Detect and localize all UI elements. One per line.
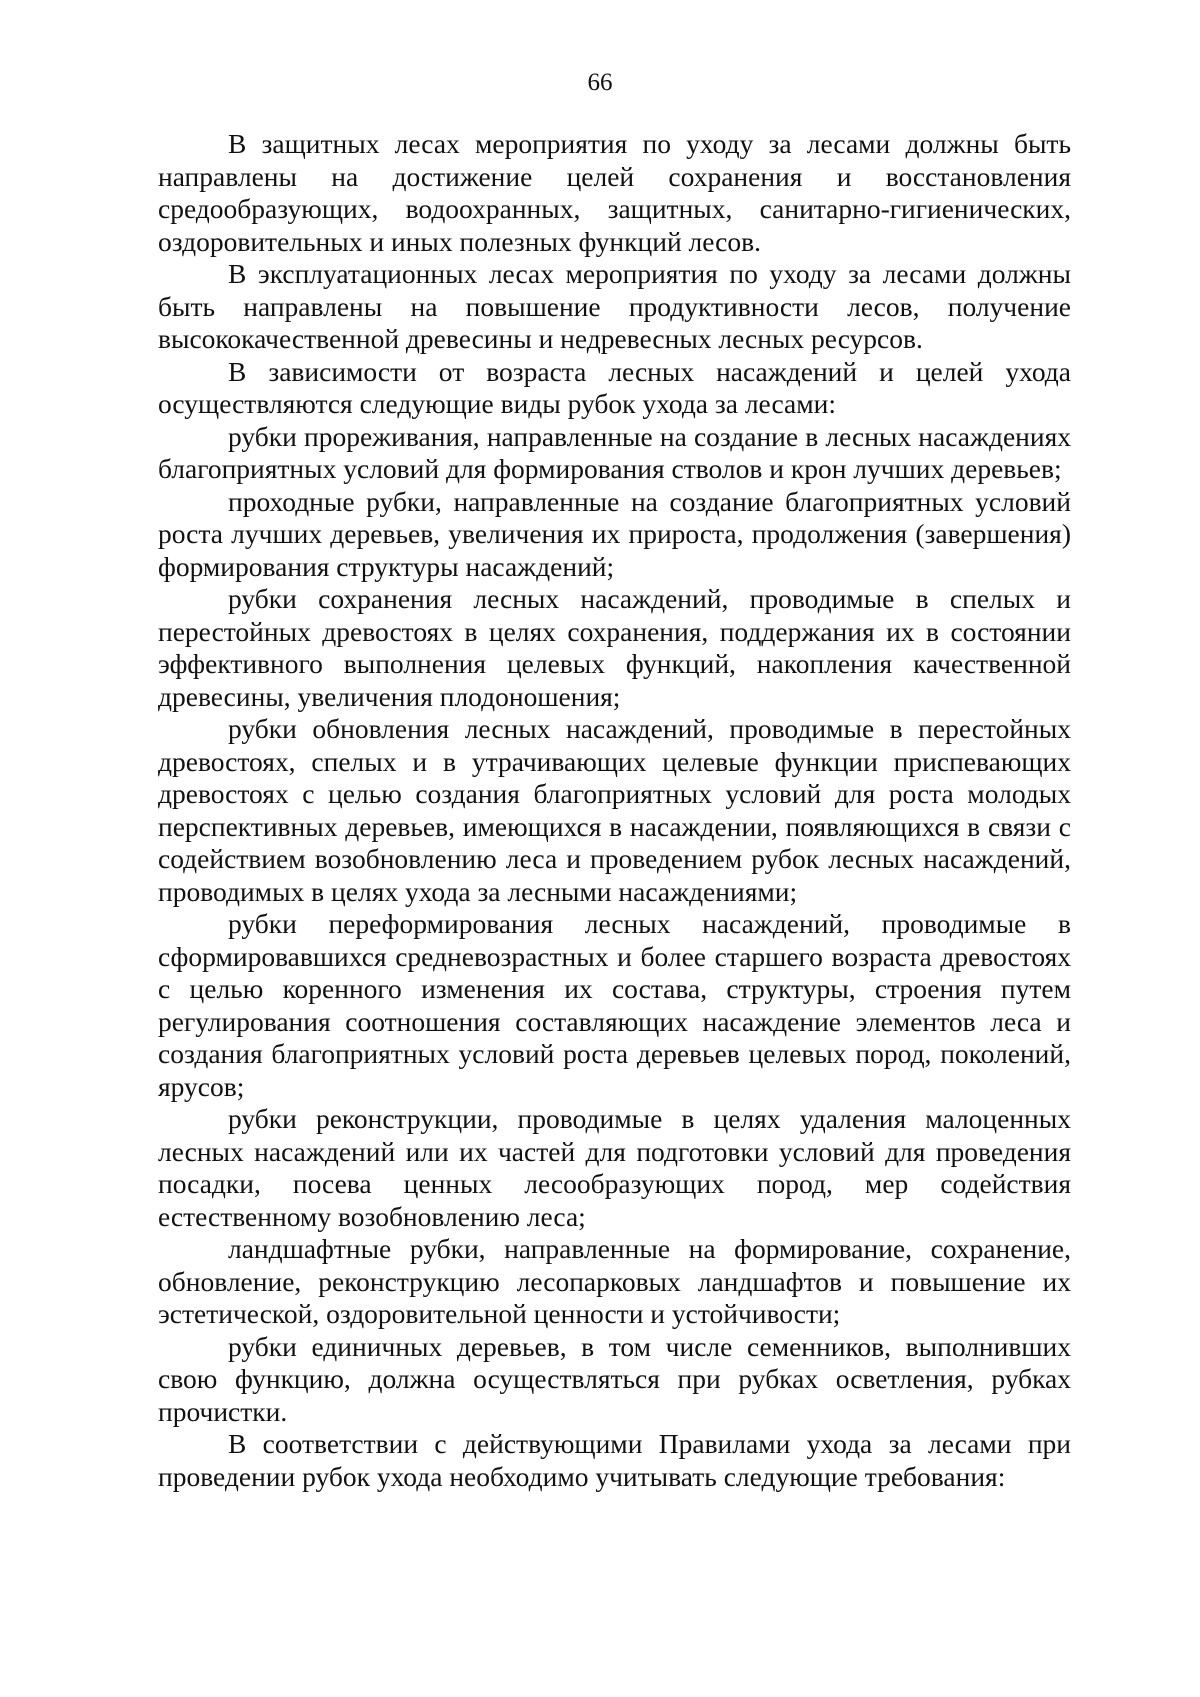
list-item-reconstruction-cutting: рубки реконструкции, проводимые в целях удаления малоценных лесных насаждений или их частей для подготовки условий для проведения посадки, посева ценных лесообразующих пород, мер содействия естественному возобновлению леса; xyxy=(158,1103,1071,1232)
paragraph-protective-forests: В защитных лесах мероприятия по уходу за лесами должны быть направлены на достижение целей сохранения и восстановления средообразующих, водоохранных, защитных, санитарно-гигиенических, оздоровительных и иных полезных функций лесов. xyxy=(158,128,1071,257)
document-body xyxy=(158,128,1071,1493)
paragraph-requirements-intro: В соответствии с действующими Правилами ухода за лесами при проведении рубок ухода необходимо учитывать следующие требования: xyxy=(158,1428,1071,1492)
paragraph-thinning-types-intro: В зависимости от возраста лесных насаждений и целей ухода осуществляются следующие виды рубок ухода за лесами: xyxy=(158,355,1071,419)
list-item-preservation-cutting: рубки сохранения лесных насаждений, проводимые в спелых и перестойных древостоях в целях сохранения, поддержания их в состоянии эффективного выполнения целевых функций, накопления качественной древесины, увеличения плодоношения; xyxy=(158,583,1071,712)
page-number: 66 xyxy=(587,69,613,96)
list-item-reformation-cutting: рубки переформирования лесных насаждений, проводимые в сформировавшихся средневозрастных и более старшего возраста древостоях с целью коренного изменения их состава, структуры, строения путем регулирования соотношения составляющих насаждение элементов леса и создания благоприятных условий роста деревьев целевых пород, поколений, ярусов; xyxy=(158,908,1071,1102)
list-item-landscape-cutting: ландшафтные рубки, направленные на формирование, сохранение, обновление, реконструкцию лесопарковых ландшафтов и повышение их эстетической, оздоровительной ценности и устойчивости; xyxy=(158,1233,1071,1329)
paragraph-exploitation-forests: В эксплуатационных лесах мероприятия по уходу за лесами должны быть направлены на повышение продуктивности лесов, получение высококачественной древесины и недревесных лесных ресурсов. xyxy=(158,258,1071,354)
list-item-renewal-cutting: рубки обновления лесных насаждений, проводимые в перестойных древостоях, спелых и в утрачивающих целевые функции приспевающих древостоях с целью создания благоприятных условий для роста молодых перспективных деревьев, имеющихся в насаждении, появляющихся в связи с содействием возобновлению леса и проведением рубок лесных насаждений, проводимых в целях ухода за лесными насаждениями; xyxy=(158,713,1071,907)
list-item-single-tree-cutting: рубки единичных деревьев, в том числе семенников, выполнивших свою функцию, должна осуществляться при рубках осветления, рубках прочистки. xyxy=(158,1330,1071,1427)
list-item-thinning: рубки прореживания, направленные на создание в лесных насаждениях благоприятных условий для формирования стволов и крон лучших деревьев; xyxy=(158,420,1071,484)
list-item-passage-cutting: проходные рубки, направленные на создание благоприятных условий роста лучших деревьев, увеличения их прироста, продолжения (завершения) формирования структуры насаждений; xyxy=(158,485,1071,582)
